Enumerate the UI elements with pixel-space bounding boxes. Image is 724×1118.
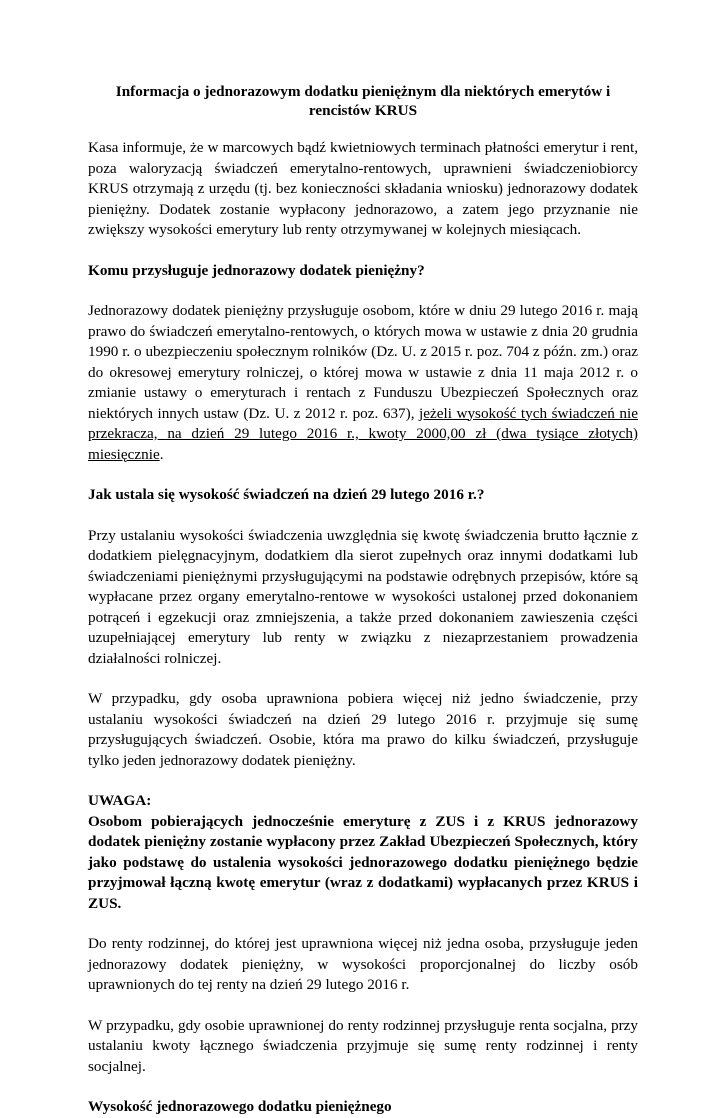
intro-paragraph: Kasa informuje, że w marcowych bądź kwietniowych terminach płatności emerytur i rent, poza waloryzacją świadczeń emerytalno-rentowych, uprawnieni świadczeniobiorcy KRUS otrzymają z urzędu (tj. bez konieczności składania wniosku) jednorazowy dodatek pieniężny. Dodatek zostanie wypłacony jednorazowo, a zatem jego przyznanie nie zwiększy wysokości emerytury lub renty otrzymywanej w kolejnych miesiącach. [88, 139, 638, 238]
calculation-paragraph-2: W przypadku, gdy osoba uprawniona pobiera więcej niż jedno świadczenie, przy ustalaniu wysokości świadczeń na dzień 29 lutego 2016 r. przyjmuje się sumę przysługujących świadczeń. Osobie, która ma prawo do kilku świadczeń, przysługuje tylko jeden jednorazowy dodatek pieniężny. [88, 690, 638, 769]
eligibility-end: . [159, 445, 164, 463]
section-heading-calculation: Jak ustala się wysokość świadczeń na dzień 29 lutego 2016 r.? [88, 486, 485, 503]
note-label: UWAGA: [88, 792, 152, 809]
eligibility-text: Jednorazowy dodatek pieniężny przysługuje osobom, które w dniu 29 lutego 2016 r. mają prawo do świadczeń emerytalno-rentowych, o których mowa w ustawie z dnia 20 grudnia 1990 r. o ubezpieczeniu społecznym rolników (Dz. U. z 2015 r. poz. 704 z późn. zm.) oraz do okresowej emerytury rolniczej, o której mowa w ustawie z dnia 11 maja 2012 r. o zmianie ustawy o emeryturach i rentach z Funduszu Ubezpieczeń Społecznych oraz niektórych innych ustaw (Dz. U. z 2012 r. poz. 637), [88, 302, 638, 422]
eligibility-paragraph [88, 301, 638, 465]
section-heading-amount: Wysokość jednorazowego dodatku pieniężnego [88, 1098, 392, 1115]
section-heading-eligibility: Komu przysługuje jednorazowy dodatek pieniężny? [88, 261, 425, 279]
page-title: Informacja o jednorazowym dodatku pieniężnym dla niektórych emerytów i rencistów KRUS [115, 83, 611, 119]
eligibility-condition-underlined: jeżeli wysokość tych świadczeń nie przekracza, na dzień 29 lutego 2016 r., kwoty 2000,00 zł (dwa tysiące złotych) miesięcznie [88, 404, 638, 463]
calculation-paragraph-1: Przy ustalaniu wysokości świadczenia uwzględnia się kwotę świadczenia brutto łącznie z dodatkiem pielęgnacyjnym, dodatkiem dla sierot zupełnych oraz innymi dodatkami lub świadczeniami pieniężnymi przysługującymi na podstawie odrębnych przepisów, które są wypłacane przez organy emerytalno-rentowe w wysokości ustalonej przed dokonaniem potrąceń i egzekucji oraz zmniejszenia, a także przed dokonaniem zawieszenia części uzupełniającej emerytury lub renty w związku z niezaprzestaniem prowadzenia działalności rolniczej. [88, 526, 638, 667]
document-content [88, 82, 638, 1118]
note-text: Osobom pobierających jednocześnie emeryturę z ZUS i z KRUS jednorazowy dodatek pieniężny zostanie wypłacony przez Zakład Ubezpieczeń Społecznych, który jako podstawę do ustalenia wysokości jednorazowego dodatku pieniężnego będzie przyjmował łączną kwotę emerytur (wraz z dodatkami) wypłacanych przez KRUS i ZUS. [88, 812, 638, 912]
family-pension-paragraph-1: Do renty rodzinnej, do której jest uprawniona więcej niż jedna osoba, przysługuje jeden jednorazowy dodatek pieniężny, w wysokości proporcjonalnej do liczby osób uprawnionych do tej renty na dzień 29 lutego 2016 r. [88, 935, 638, 993]
family-pension-paragraph-2: W przypadku, gdy osobie uprawnionej do renty rodzinnej przysługuje renta socjalna, przy ustalaniu kwoty łącznego świadczenia przyjmuje się sumę renty rodzinnej i renty socjalnej. [88, 1016, 638, 1075]
